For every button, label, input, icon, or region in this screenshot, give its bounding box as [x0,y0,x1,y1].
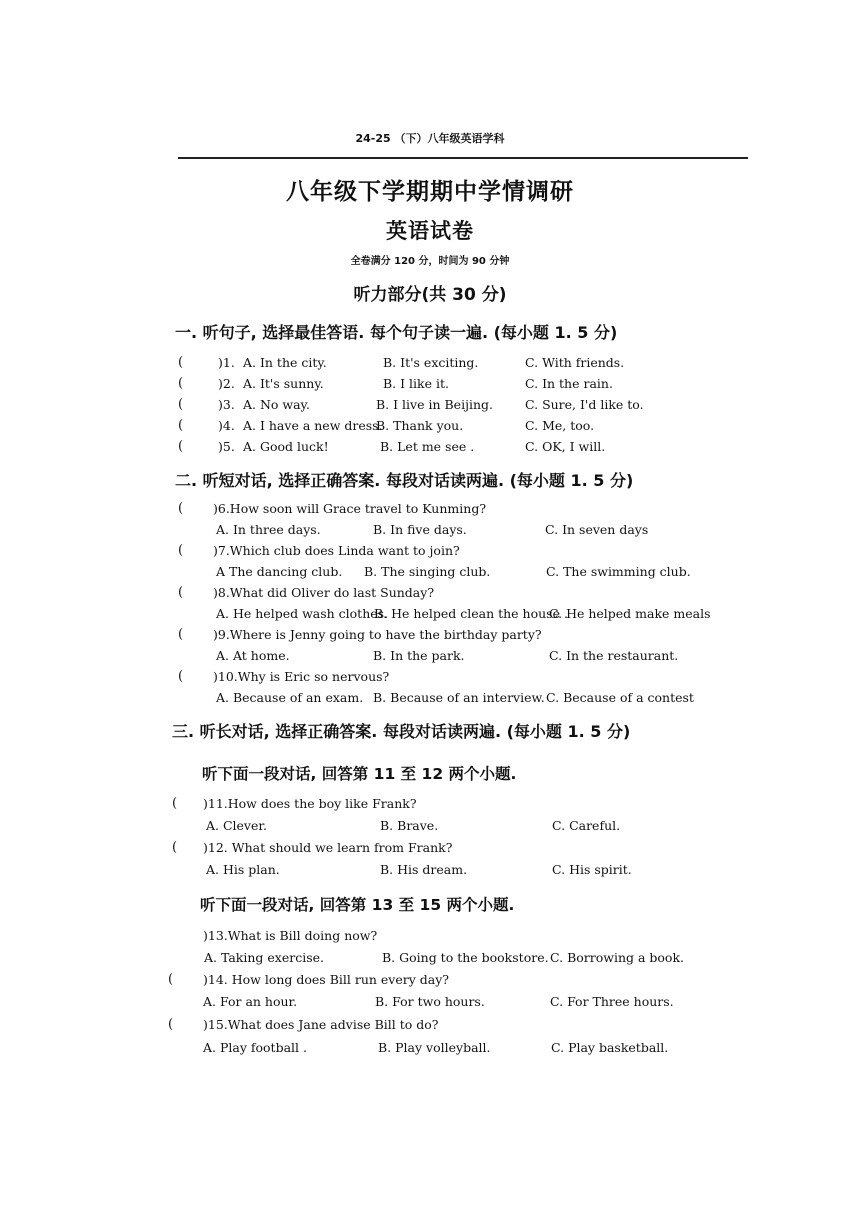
option-b: B. I like it. [383,376,449,391]
option-a: A. Clever. [206,818,267,833]
question-number: )5. [218,439,235,454]
answer-bracket[interactable]: ( [178,376,184,391]
option-a: A. I have a new dress. [243,418,383,433]
option-c: C. Because of a contest [546,690,694,705]
option-b: B. The singing club. [364,564,491,579]
option-b: B. Let me see . [380,439,475,454]
page-title: 八年级下学期期中学情调研 [286,179,574,205]
option-b: B. Going to the bookstore. [382,950,549,965]
option-c: C. Borrowing a book. [550,950,685,965]
option-b: B. Because of an interview. [373,690,545,705]
option-b: B. It's exciting. [383,355,479,370]
option-c: C. In the rain. [525,376,613,391]
option-a: A. Taking exercise. [204,950,324,965]
option-c: C. His spirit. [552,862,632,877]
header-subject-line: 24-25 （下）八年级英语学科 [355,132,505,145]
option-a: A. He helped wash clothes. [216,606,389,621]
question-text: )7.Which club does Linda want to join? [213,543,460,558]
answer-bracket[interactable]: ( [178,543,184,558]
question-number: )2. [218,376,235,391]
group1-heading: 听下面一段对话, 回答第 11 至 12 两个小题. [202,765,517,783]
group2-heading: 听下面一段对话, 回答第 13 至 15 两个小题. [200,896,515,914]
answer-bracket[interactable]: ( [178,501,184,516]
option-a: A. No way. [243,397,310,412]
question-number: )1. [218,355,235,370]
question-text: )14. How long does Bill run every day? [203,972,449,987]
option-b: B. In the park. [373,648,465,663]
answer-bracket[interactable]: ( [172,796,178,811]
option-b: B. For two hours. [375,994,485,1009]
answer-bracket[interactable]: ( [178,355,184,370]
option-c: C. The swimming club. [546,564,691,579]
question-text: )6.How soon will Grace travel to Kunming? [213,501,487,516]
option-b: B. His dream. [380,862,468,877]
question-text: )15.What does Jane advise Bill to do? [203,1017,439,1032]
answer-bracket[interactable]: ( [178,627,184,642]
question-text: )11.How does the boy like Frank? [203,796,417,811]
option-a: A. Good luck! [243,439,329,454]
header-divider [178,157,748,159]
option-a: A. Play football . [203,1040,307,1055]
question-text: )10.Why is Eric so nervous? [213,669,390,684]
question-number: )3. [218,397,235,412]
answer-bracket[interactable]: ( [178,439,184,454]
listening-part-title: 听力部分(共 30 分) [353,285,507,305]
option-b: B. He helped clean the house . [374,606,568,621]
option-c: C. For Three hours. [550,994,674,1009]
option-a: A. In three days. [216,522,321,537]
option-b: B. In five days. [373,522,467,537]
option-a: A. Because of an exam. [216,690,364,705]
question-text: )9.Where is Jenny going to have the birthday party? [213,627,542,642]
option-a: A. It's sunny. [243,376,324,391]
option-a: A. For an hour. [203,994,298,1009]
question-text: )8.What did Oliver do last Sunday? [213,585,435,600]
option-c: C. Me, too. [525,418,595,433]
question-text: )13.What is Bill doing now? [203,928,378,943]
option-a: A. At home. [216,648,290,663]
option-a: A The dancing club. [216,564,343,579]
answer-bracket[interactable]: ( [178,397,184,412]
answer-bracket[interactable]: ( [178,418,184,433]
question-number: )4. [218,418,235,433]
option-c: C. Play basketball. [551,1040,669,1055]
option-c: C. In the restaurant. [549,648,679,663]
option-b: B. Brave. [380,818,439,833]
question-text: )12. What should we learn from Frank? [203,840,453,855]
option-a: A. In the city. [243,355,327,370]
option-c: C. Sure, I'd like to. [525,397,644,412]
answer-bracket[interactable]: ( [172,840,178,855]
option-c: C. With friends. [525,355,625,370]
section3-heading: 三. 听长对话, 选择正确答案. 每段对话读两遍. (每小题 1. 5 分) [172,722,631,741]
option-b: B. I live in Beijing. [376,397,493,412]
section1-heading: 一. 听句子, 选择最佳答语. 每个句子读一遍. (每小题 1. 5 分) [175,323,618,342]
option-c: C. He helped make meals [549,606,711,621]
answer-bracket[interactable]: ( [178,669,184,684]
answer-bracket[interactable]: ( [168,972,174,987]
option-b: B. Thank you. [376,418,464,433]
option-c: C. OK, I will. [525,439,606,454]
option-c: C. Careful. [552,818,621,833]
option-c: C. In seven days [545,522,649,537]
option-b: B. Play volleyball. [378,1040,491,1055]
answer-bracket[interactable]: ( [178,585,184,600]
answer-bracket[interactable]: ( [168,1017,174,1032]
section2-heading: 二. 听短对话, 选择正确答案. 每段对话读两遍. (每小题 1. 5 分) [175,471,634,490]
option-a: A. His plan. [206,862,280,877]
page-subtitle: 英语试卷 [386,219,474,243]
exam-note: 全卷满分 120 分，时间为 90 分钟 [350,256,510,267]
